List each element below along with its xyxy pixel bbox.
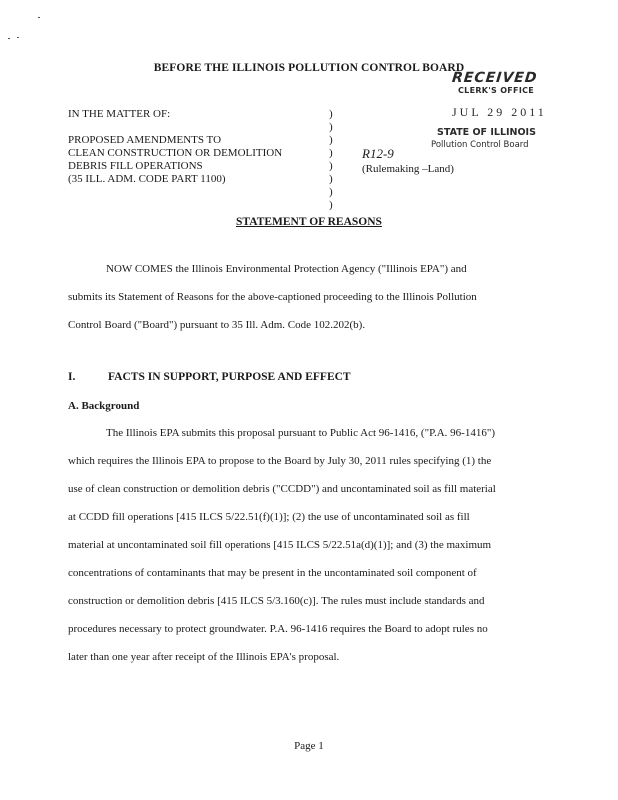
case-number: R12-9 xyxy=(362,146,394,161)
background-line: later than one year after receipt of the Illinois EPA's proposal. xyxy=(68,651,340,663)
background-line: at CCDD fill operations [415 ILCS 5/22.51(f)(1)]; (2) the use of uncontaminated soil as fill xyxy=(68,511,470,523)
background-line: construction or demolition debris [415 ILCS 5/3.160(c)]. The rules must include standards and xyxy=(68,595,485,607)
background-line: material at uncontaminated soil fill operations [415 ILCS 5/22.51a(d)(1)]; and (3) the maximum xyxy=(68,539,492,551)
section-number: I. xyxy=(68,371,76,383)
section-title: FACTS IN SUPPORT, PURPOSE AND EFFECT xyxy=(108,371,351,383)
stamp-date: JUL 29 2011 xyxy=(452,105,547,119)
statement-title: STATEMENT OF REASONS xyxy=(236,216,382,228)
scan-speck xyxy=(8,38,10,39)
caption-paren: ) xyxy=(329,160,333,172)
caption-paren-column xyxy=(329,108,333,212)
rulemaking-label: (Rulemaking –Land) xyxy=(362,163,454,175)
scan-speck xyxy=(17,37,19,38)
stamp-clerk-office: CLERK'S OFFICE xyxy=(458,86,535,95)
subsection-heading: A. Background xyxy=(68,400,140,412)
caption-paren: ) xyxy=(329,134,333,146)
stamp-state: STATE OF ILLINOIS xyxy=(437,127,536,138)
section-heading xyxy=(68,371,351,383)
caption-line: CLEAN CONSTRUCTION OR DEMOLITION xyxy=(68,147,283,159)
caption-line: PROPOSED AMENDMENTS TO xyxy=(68,134,222,146)
stamp-board: Pollution Control Board xyxy=(431,140,529,150)
document-header: BEFORE THE ILLINOIS POLLUTION CONTROL BOARD xyxy=(153,62,465,74)
stamp-received-text: RECEIVED xyxy=(451,70,539,86)
background-line: The Illinois EPA submits this proposal pursuant to Public Act 96-1416, ("P.A. 96-1416") xyxy=(106,427,495,439)
background-line: procedures necessary to protect groundwater. P.A. 96-1416 requires the Board to adopt rules no xyxy=(68,623,488,635)
intro-line: Control Board ("Board") pursuant to 35 Ill. Adm. Code 102.202(b). xyxy=(68,319,366,331)
caption-paren: ) xyxy=(329,147,333,159)
intro-line: submits its Statement of Reasons for the above-captioned proceeding to the Illinois Pollution xyxy=(68,291,477,303)
caption-line: DEBRIS FILL OPERATIONS xyxy=(68,160,203,172)
case-caption xyxy=(68,108,282,186)
caption-paren: ) xyxy=(329,121,333,133)
scan-speck xyxy=(38,17,40,18)
page-number: Page 1 xyxy=(294,740,324,752)
intro-line: NOW COMES the Illinois Environmental Protection Agency ("Illinois EPA") and xyxy=(106,263,467,275)
background-line: which requires the Illinois EPA to propose to the Board by July 30, 2011 rules specifying (1) the xyxy=(68,455,492,467)
caption-paren: ) xyxy=(329,173,333,185)
caption-paren: ) xyxy=(329,108,333,120)
background-line: concentrations of contaminants that may be present in the uncontaminated soil component of xyxy=(68,567,477,579)
caption-line: (35 ILL. ADM. CODE PART 1100) xyxy=(68,173,226,185)
background-line: use of clean construction or demolition debris ("CCDD") and uncontaminated soil as fill material xyxy=(68,483,496,495)
caption-matter: IN THE MATTER OF: xyxy=(68,108,171,120)
caption-paren: ) xyxy=(329,199,333,211)
caption-paren: ) xyxy=(329,186,333,198)
